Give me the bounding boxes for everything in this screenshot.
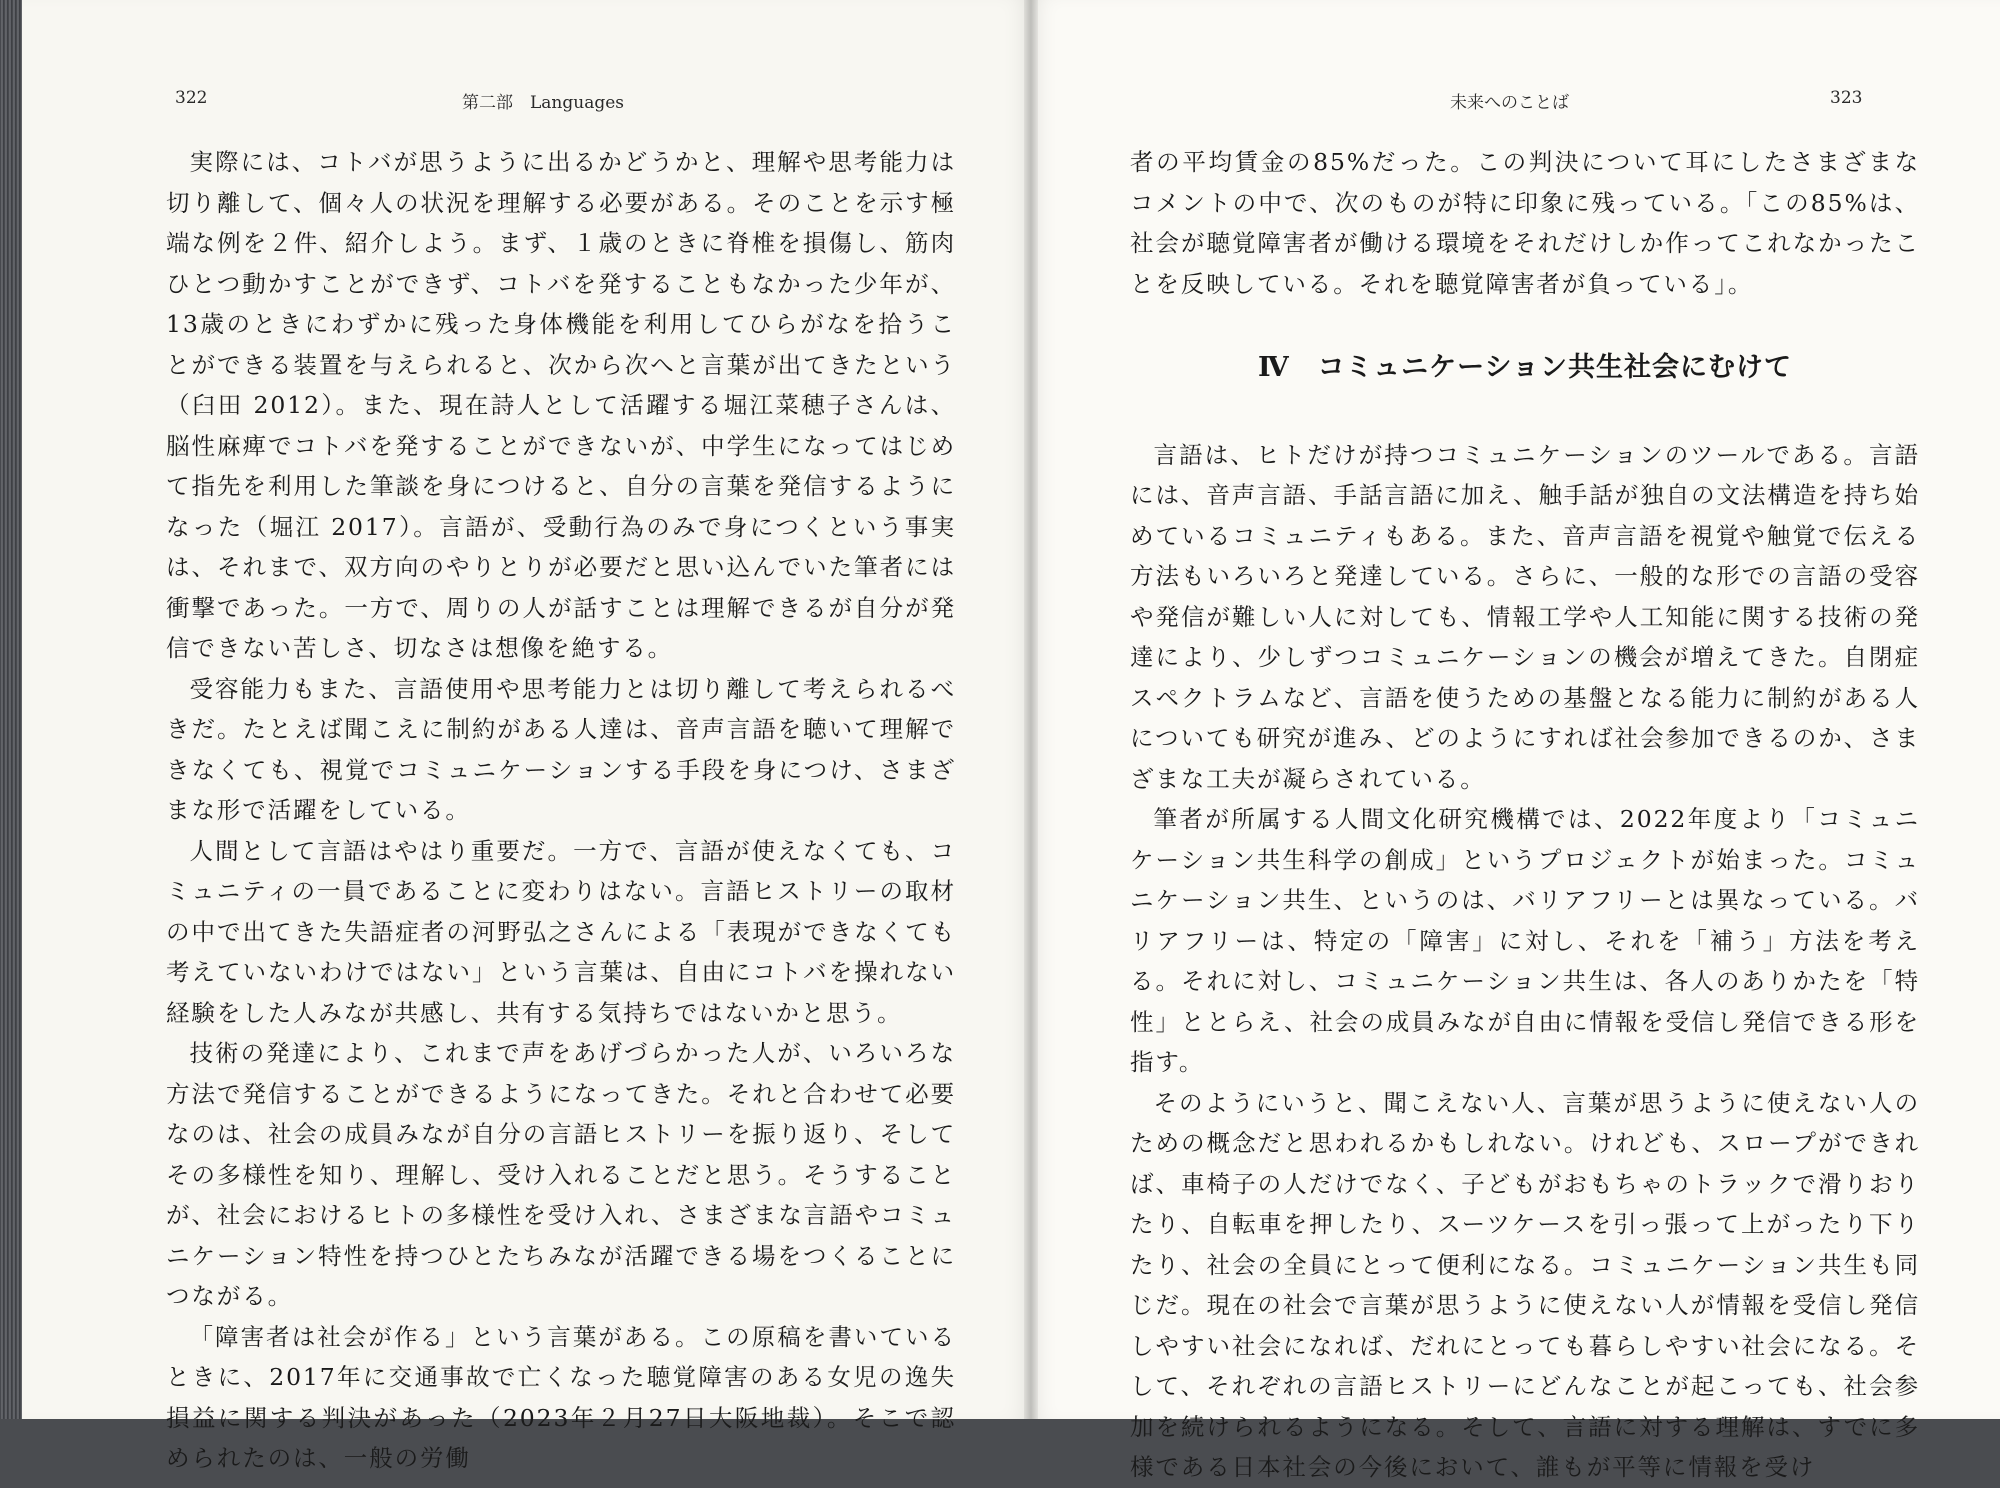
- left-running-head: 第二部 Languages: [462, 93, 625, 113]
- right-page-number: 323: [1830, 88, 1863, 108]
- left-paragraph-3: 人間として言語はやはり重要だ。一方で、言語が使えなくても、コミュニティの一員であることに変わりはない。言語ヒストリーの取材の中で出てきた失語症者の河野弘之さんによる「表現ができなくても考えていないわけではない」という言葉は、自由にコトバを操れない経験をした人みなが共感し、共有する気持ちではないかと思う。: [166, 836, 956, 1027]
- left-page-number: 322: [175, 88, 208, 108]
- right-paragraph-3: そのようにいうと、聞こえない人、言葉が思うように使えない人のための概念だと思われるかもしれない。けれども、スロープができれば、車椅子の人だけでなく、子どもがおもちゃのトラックで滑りおりたり、自転車を押したり、スーツケースを引っ張って上がったり下りたり、社会の全員にとって便利になる。コミュニケーション共生も同じだ。現在の社会で言葉が思うように使えない人が情報を受信し発信しやすい社会になれば、だれにとっても暮らしやすい社会になる。そして、それぞれの言語ヒストリーにどんなことが起こっても、社会参加を続けられるようになる。そして、言語に対する理解は、すでに多様である日本社会の今後において、誰もが平等に情報を受け: [1130, 1088, 1920, 1481]
- right-continuation-paragraph: 者の平均賃金の85%だった。この判決について耳にしたさまざまなコメントの中で、次のものが特に印象に残っている。「この85%は、社会が聴覚障害者が働ける環境をそれだけしか作ってこれなかったことを反映している。それを聴覚障害者が負っている」。: [1130, 148, 1920, 298]
- right-paragraph-1: 言語は、ヒトだけが持つコミュニケーションのツールである。言語には、音声言語、手話言語に加え、触手話が独自の文法構造を持ち始めているコミュニティもある。また、音声言語を視覚や触覚で伝える方法もいろいろと発達している。さらに、一般的な形での言語の受容や発信が難しい人に対しても、情報工学や人工知能に関する技術の発達により、少しずつコミュニケーションの機会が増えてきた。自閉症スペクトラムなど、言語を使うための基盤となる能力に制約がある人についても研究が進み、どのようにすれば社会参加できるのか、さまざまな工夫が凝らされている。: [1130, 440, 1920, 793]
- right-page: [1030, 0, 2000, 1481]
- left-body-text: [166, 142, 956, 1479]
- left-paragraph-5: 「障害者は社会が作る」という言葉がある。この原稿を書いているときに、2017年に交通事故で亡くなった聴覚障害のある女児の逸失損益に関する判決があった（2023年２月27日大阪地裁）。そこで認められたのは、一般の労働: [166, 1322, 956, 1472]
- left-paragraph-4: 技術の発達により、これまで声をあげづらかった人が、いろいろな方法で発信することができるようになってきた。それと合わせて必要なのは、社会の成員みなが自分の言語ヒストリーを振り返り、そしてその多様性を知り、理解し、受け入れることだと思う。そうすることが、社会におけるヒトの多様性を受け入れ、さまざまな言語やコミュニケーション特性を持つひとたちみなが活躍できる場をつくることにつながる。: [166, 1039, 956, 1310]
- right-running-head: 未来へのことば: [1450, 93, 1569, 113]
- book-page-edges: [0, 0, 22, 1419]
- book-gutter: [1024, 0, 1038, 1419]
- section-heading: Ⅳ コミュニケーション共生社会にむけて: [1257, 352, 1793, 383]
- right-body-text: [1130, 142, 1920, 1488]
- left-paragraph-1: 実際には、コトバが思うように出るかどうかと、理解や思考能力は切り離して、個々人の状況を理解する必要がある。そのことを示す極端な例を２件、紹介しよう。まず、１歳のときに脊椎を損傷し、筋肉ひとつ動かすことができず、コトバを発することもなかった少年が、13歳のときにわずかに残った身体機能を利用してひらがなを拾うことができる装置を与えられると、次から次へと言葉が出てきたという（臼田 2012）。また、現在詩人として活躍する堀江菜穂子さんは、脳性麻痺でコトバを発することができないが、中学生になってはじめて指先を利用した筆談を身につけると、自分の言葉を発信するようになった（堀江 2017）。言語が、受動行為のみで身につくという事実は、それまで、双方向のやりとりが必要だと思い込んでいた筆者には衝撃であった。一方で、周りの人が話すことは理解できるが自分が発信できない苦しさ、切なさは想像を絶する。: [166, 148, 956, 662]
- left-paragraph-2: 受容能力もまた、言語使用や思考能力とは切り離して考えられるべきだ。たとえば聞こえに制約がある人達は、音声言語を聴いて理解できなくても、視覚でコミュニケーションする手段を身につけ、さまざまな形で活躍をしている。: [166, 674, 956, 824]
- right-paragraph-2: 筆者が所属する人間文化研究機構では、2022年度より「コミュニケーション共生科学の創成」というプロジェクトが始まった。コミュニケーション共生、というのは、バリアフリーとは異なっている。バリアフリーは、特定の「障害」に対し、それを「補う」方法を考える。それに対し、コミュニケーション共生は、各人のありかたを「特性」ととらえ、社会の成員みなが自由に情報を受信し発信できる形を指す。: [1130, 805, 1920, 1076]
- left-page: [22, 0, 1030, 1472]
